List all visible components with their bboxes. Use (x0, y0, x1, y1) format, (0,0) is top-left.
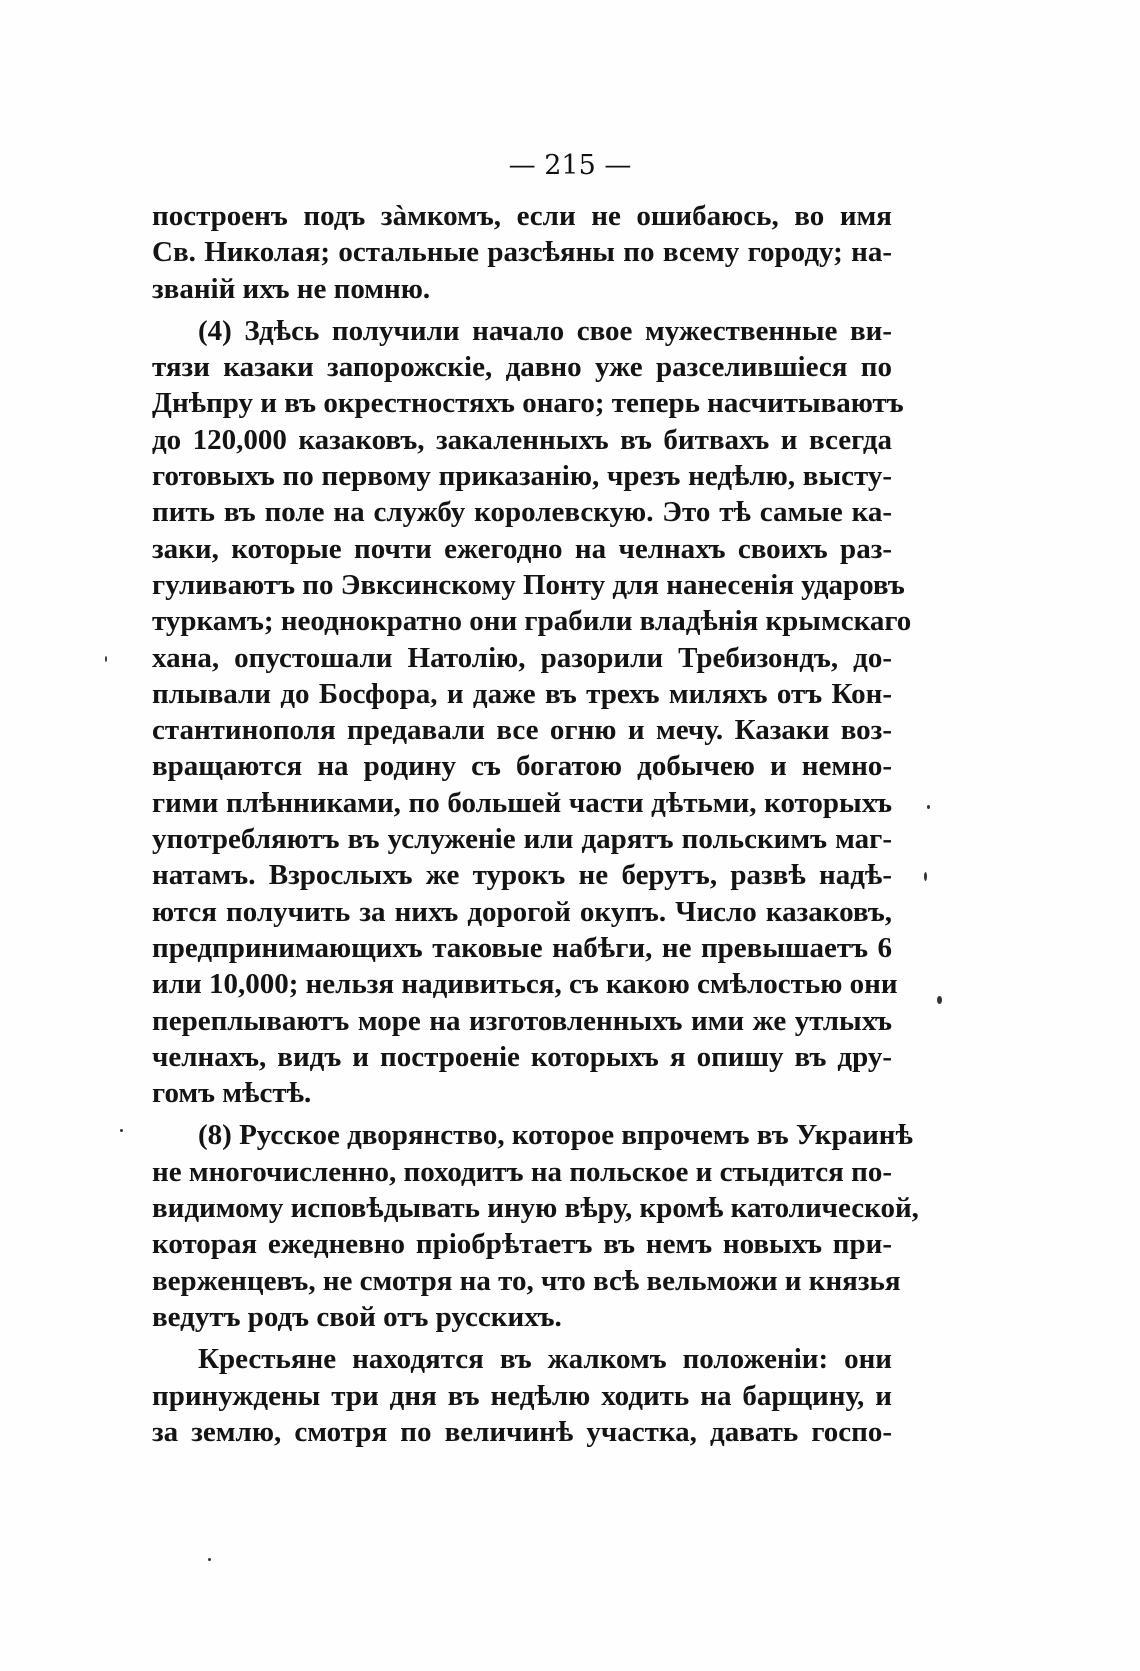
text-line: ведутъ родъ свой отъ русскихъ. (152, 1300, 562, 1333)
scan-speck (120, 1129, 123, 1132)
text-line: стантинополя предавали все огню и мечу. Казаки воз- (152, 714, 892, 747)
text-line: хана, опустошали Натолiю, разорили Требизондъ, до- (152, 641, 892, 674)
text-line: видимому исповѣдывать иную вѣру, кромѣ католической, (152, 1192, 919, 1225)
text-line: гомъ мѣстѣ. (152, 1077, 312, 1110)
text-line: пить въ поле на службу королевскую. Это тѣ самые ка- (152, 496, 892, 529)
text-line: ются получить за нихъ дорогой окупъ. Число казаковъ, (152, 895, 892, 928)
text-line: верженцевъ, не смотря на то, что всѣ вельможи и князья (152, 1264, 901, 1297)
text-line: заки, которые почти ежегодно на челнахъ своихъ раз- (152, 532, 892, 565)
text-line: предпринимающихъ таковые набѣги, не превышаетъ 6 (152, 931, 892, 964)
text-line: которая ежедневно прiобрѣтаетъ въ немъ новыхъ при- (152, 1228, 892, 1261)
text-line: челнахъ, видъ и построенiе которыхъ я опишу въ дру- (152, 1040, 892, 1073)
scan-speck (105, 656, 107, 662)
text-line: употребляютъ въ услуженiе или дарятъ польскимъ маг- (152, 823, 892, 856)
paragraph-4 (152, 1341, 892, 1450)
text-line: (8) Русское дворянство, которое впрочемъ въ Украинѣ (198, 1119, 913, 1152)
scan-speck (208, 1558, 211, 1561)
text-line: туркамъ; неоднократно они грабили владѣнiя крымскаго (152, 605, 912, 638)
text-line: (4) Здѣсь получили начало свое мужественные ви- (198, 314, 892, 347)
scan-speck (924, 872, 927, 881)
page-number: — 215 — (508, 150, 632, 181)
text-line: вращаются на родину съ богатою добычею и немно- (152, 750, 892, 783)
text-line: не многочисленно, походитъ на польское и стыдится по- (152, 1155, 892, 1188)
text-line: званiй ихъ не помню. (152, 272, 431, 305)
text-line: Крестьяне находятся въ жалкомъ положенiи: они (198, 1343, 892, 1376)
text-line: переплываютъ море на изготовленныхъ ими же утлыхъ (152, 1004, 892, 1037)
text-line: Св. Николая; остальные разсѣяны по всему городу; на- (152, 236, 892, 269)
text-line: принуждены три дня въ недѣлю ходить на барщину, и (152, 1379, 892, 1412)
text-line: натамъ. Взрослыхъ же турокъ не берутъ, развѣ надѣ- (152, 859, 892, 892)
text-line: готовыхъ по первому приказанiю, чрезъ недѣлю, высту- (152, 460, 892, 493)
text-line: до 120,000 казаковъ, закаленныхъ въ битвахъ и всегда (152, 423, 892, 456)
scan-speck (927, 805, 930, 809)
text-line: тязи казаки запорожскiе, давно уже разселившiеся по (152, 351, 892, 384)
scan-speck (937, 996, 942, 1004)
paragraph-1 (152, 198, 892, 307)
body-text (152, 198, 919, 1450)
text-line: Днѣпру и въ окрестностяхъ онаго; теперь насчитываютъ (152, 387, 904, 420)
text-line: гуливаютъ по Эвксинскому Понту для нанесенiя ударовъ (152, 568, 905, 601)
text-line: за землю, смотря по величинѣ участка, давать госпо- (152, 1415, 892, 1448)
paragraph-2 (152, 313, 912, 1112)
text-line: плывали до Босфора, и даже въ трехъ миляхъ отъ Кон- (152, 677, 892, 710)
text-line: построенъ подъ зàмкомъ, если не ошибаюсь, во имя (152, 200, 892, 232)
paragraph-3 (152, 1117, 919, 1335)
text-line: гими плѣнниками, по большей части дѣтьми, которыхъ (152, 786, 892, 819)
text-line: или 10,000; нельзя надивиться, съ какою смѣлостью они (152, 968, 898, 1001)
